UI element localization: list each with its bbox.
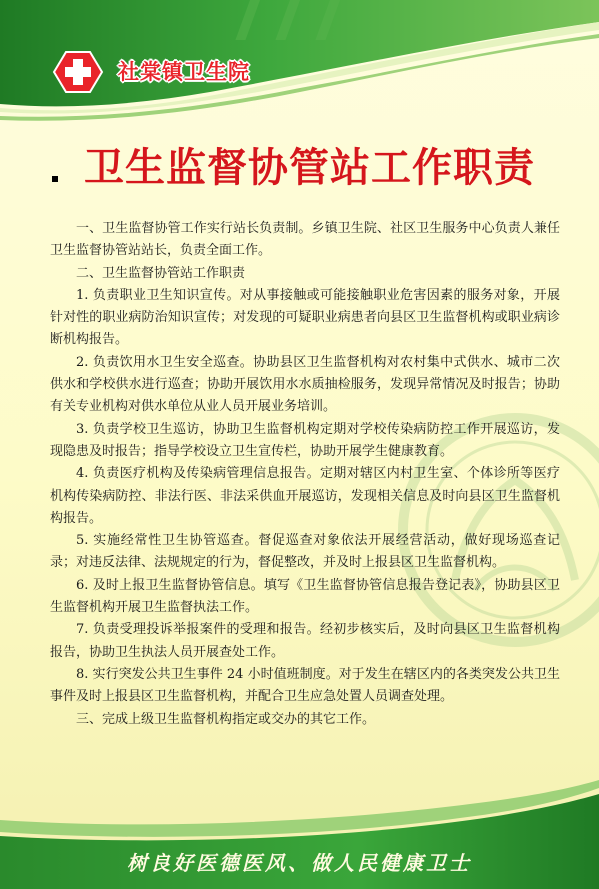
paragraph: 4. 负责医疗机构及传染病管理信息报告。定期对辖区内村卫生室、个体诊所等医疗机构传染病防控、非法行医、非法采供血开展巡访，发现相关信息及时向县区卫生监督机构报告。 xyxy=(50,466,560,526)
paragraph: 8. 实行突发公共卫生事件 24 小时值班制度。对于发生在辖区内的各类突发公共卫生事件及时上报县区卫生监督机构，并配合卫生应急处置人员调查处理。 xyxy=(50,666,560,705)
page-title: 卫生监督协管站工作职责 xyxy=(84,144,535,191)
paragraph: 二、卫生监督协管站工作职责 xyxy=(76,265,246,281)
footer-slogan: 树良好医德医风、做人民健康卫士 xyxy=(127,851,472,875)
paragraph: 三、完成上级卫生监督机构指定或交办的其它工作。 xyxy=(76,711,376,727)
hospital-name: 社棠镇卫生院 xyxy=(118,60,250,84)
title-bullet xyxy=(52,176,58,182)
paragraph: 5. 实施经常性卫生协管巡查。督促巡查对象依法开展经营活动，做好现场巡查记录；对违反法律、法规规定的行为，督促整改，并及时上报县区卫生监督机构。 xyxy=(50,533,560,571)
paragraph: 6. 及时上报卫生监督协管信息。填写《卫生监督协管信息报告登记表》，协助县区卫生监督机构开展卫生监督执法工作。 xyxy=(50,577,560,616)
paragraph: 2. 负责饮用水卫生安全巡查。协助县区卫生监督机构对农村集中式供水、城市二次供水和学校供水进行巡查；协助开展饮用水水质抽检服务，发现异常情况及时报告；协助有关专业机构对供水单位从业人员开展业务培训。 xyxy=(50,354,560,415)
duties-text xyxy=(50,218,560,731)
paragraph: 7. 负责受理投诉举报案件的受理和报告。经初步核实后，及时向县区卫生监督机构报告，协助卫生执法人员开展查处工作。 xyxy=(50,622,560,660)
red-cross-icon xyxy=(52,50,104,94)
paragraph: 1. 负责职业卫生知识宣传。对从事接触或可能接触职业危害因素的服务对象，开展针对性的职业病防治知识宣传；对发现的可疑职业病患者向县区卫生监督机构或职业病诊断机构报告。 xyxy=(50,287,560,348)
paragraph: 3. 负责学校卫生巡访，协助卫生监督机构定期对学校传染病防控工作开展巡访，发现隐患及时报告；指导学校设立卫生宣传栏，协助开展学生健康教育。 xyxy=(50,421,560,459)
paragraph: 一、卫生监督协管工作实行站长负责制。乡镇卫生院、社区卫生服务中心负责人兼任卫生监督协管站站长，负责全面工作。 xyxy=(50,221,560,259)
